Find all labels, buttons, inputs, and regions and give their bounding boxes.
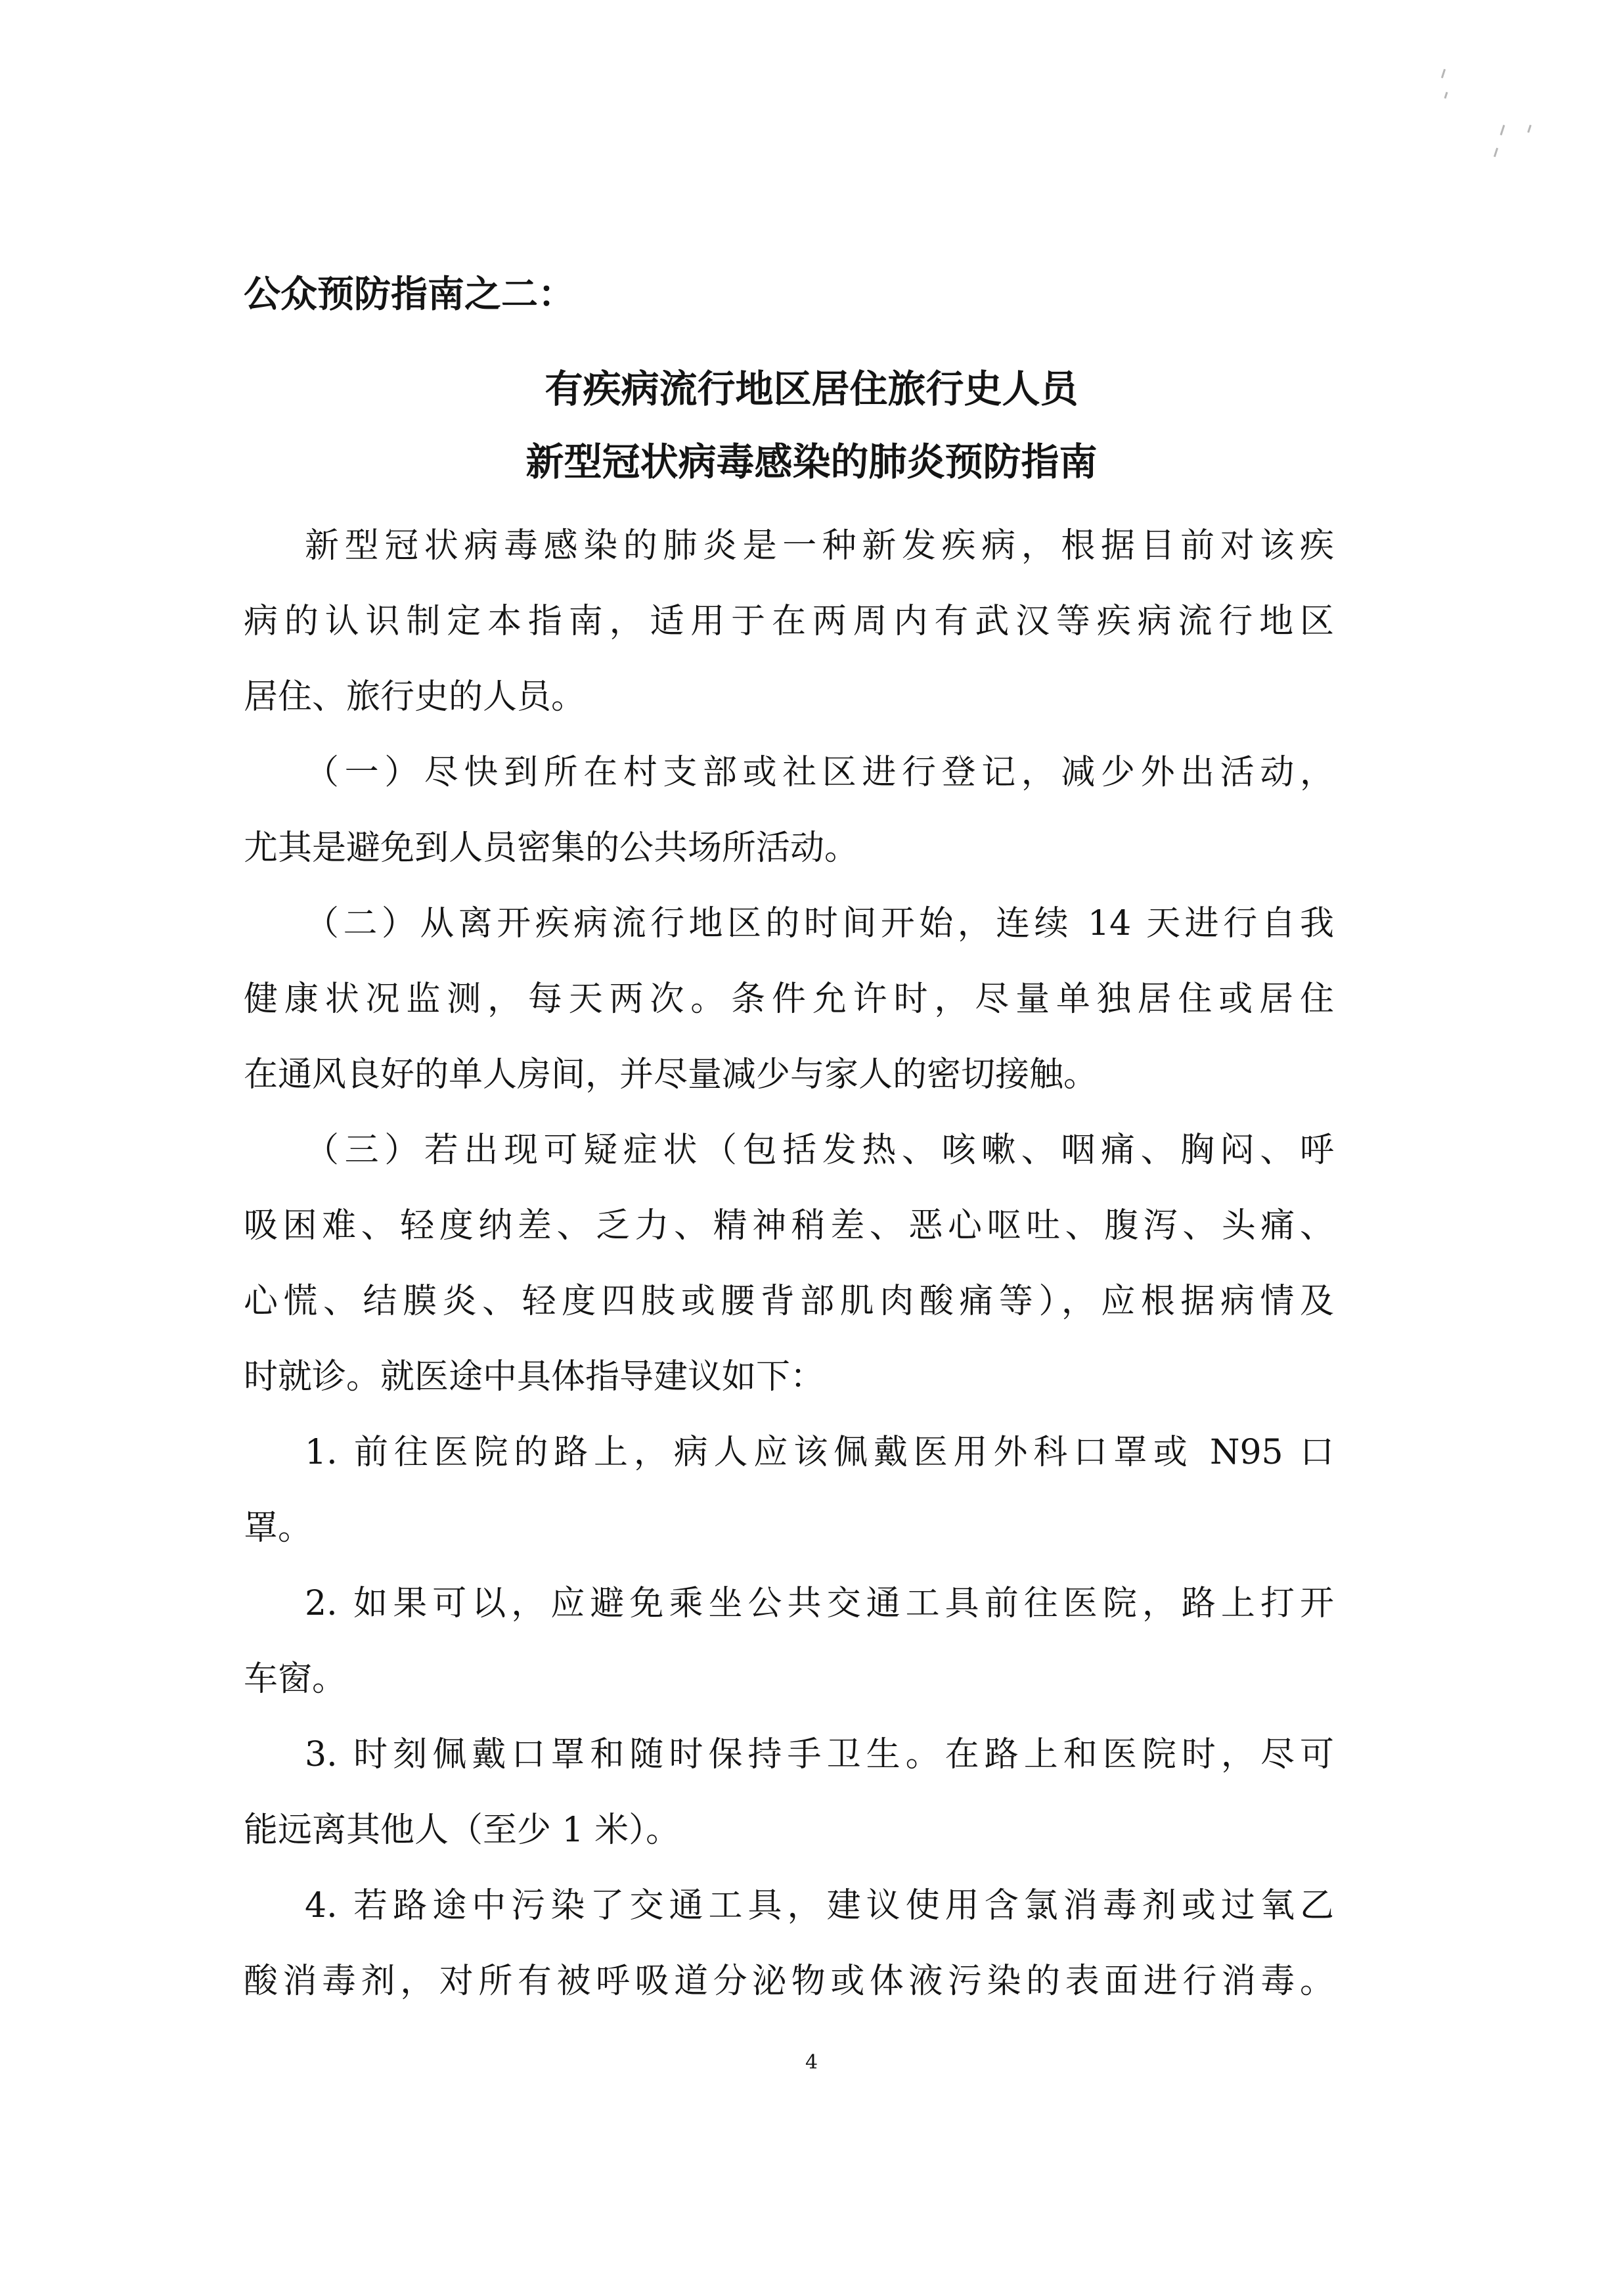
guideline-2-line-1: 2. 如果可以，应避免乘坐公共交通工具前往医院，路上打开 [305, 1584, 1334, 1623]
intro-line-2: 病的认识制定本指南，适用于在两周内有武汉等疾病流行地区 [244, 602, 1334, 641]
section-2-line-3: 在通风良好的单人房间，并尽量减少与家人的密切接触。 [244, 1055, 1098, 1094]
section-label: 公众预防指南之二： [244, 273, 575, 316]
guideline-3-line-1: 3. 时刻佩戴口罩和随时保持手卫生。在路上和医院时，尽可 [305, 1735, 1334, 1774]
section-3-line-3: 心慌、结膜炎、轻度四肢或腰背部肌肉酸痛等），应根据病情及 [244, 1282, 1334, 1321]
guideline-2-line-2: 车窗。 [244, 1659, 347, 1699]
guideline-3-line-2: 能远离其他人（至少 1 米）。 [244, 1811, 680, 1850]
section-1-line-2: 尤其是避免到人员密集的公共场所活动。 [244, 828, 859, 868]
scan-mark [1500, 125, 1505, 135]
guideline-1-line-1: 1. 前往医院的路上，病人应该佩戴医用外科口罩或 N95 口 [305, 1433, 1334, 1472]
document-title-line-1: 有疾病流行地区居住旅行史人员 [545, 367, 1078, 411]
scan-mark [1527, 125, 1532, 133]
section-1-line-1: （一）尽快到所在村支部或社区进行登记，减少外出活动， [305, 753, 1334, 792]
page-number: 4 [805, 2051, 818, 2074]
scan-mark [1444, 92, 1448, 99]
guideline-1-line-2: 罩。 [244, 1508, 313, 1548]
document-title-line-2: 新型冠状病毒感染的肺炎预防指南 [525, 439, 1098, 484]
scan-mark [1494, 148, 1498, 157]
guideline-4-line-1: 4. 若路途中污染了交通工具，建议使用含氯消毒剂或过氧乙 [305, 1886, 1334, 1925]
guideline-4-line-2: 酸消毒剂，对所有被呼吸道分泌物或体液污染的表面进行消毒。 [244, 1962, 1334, 2001]
section-2-line-1: （二）从离开疾病流行地区的时间开始，连续 14 天进行自我 [305, 904, 1334, 943]
scan-mark [1441, 69, 1446, 78]
intro-line-1: 新型冠状病毒感染的肺炎是一种新发疾病，根据目前对该疾 [305, 526, 1334, 566]
section-3-line-1: （三）若出现可疑症状（包括发热、咳嗽、咽痛、胸闷、呼 [305, 1131, 1334, 1170]
section-3-line-4: 时就诊。就医途中具体指导建议如下： [244, 1357, 825, 1397]
section-2-line-2: 健康状况监测，每天两次。条件允许时，尽量单独居住或居住 [244, 979, 1334, 1019]
intro-line-3: 居住、旅行史的人员。 [244, 677, 586, 717]
section-3-line-2: 吸困难、轻度纳差、乏力、精神稍差、恶心呕吐、腹泻、头痛、 [244, 1206, 1334, 1246]
